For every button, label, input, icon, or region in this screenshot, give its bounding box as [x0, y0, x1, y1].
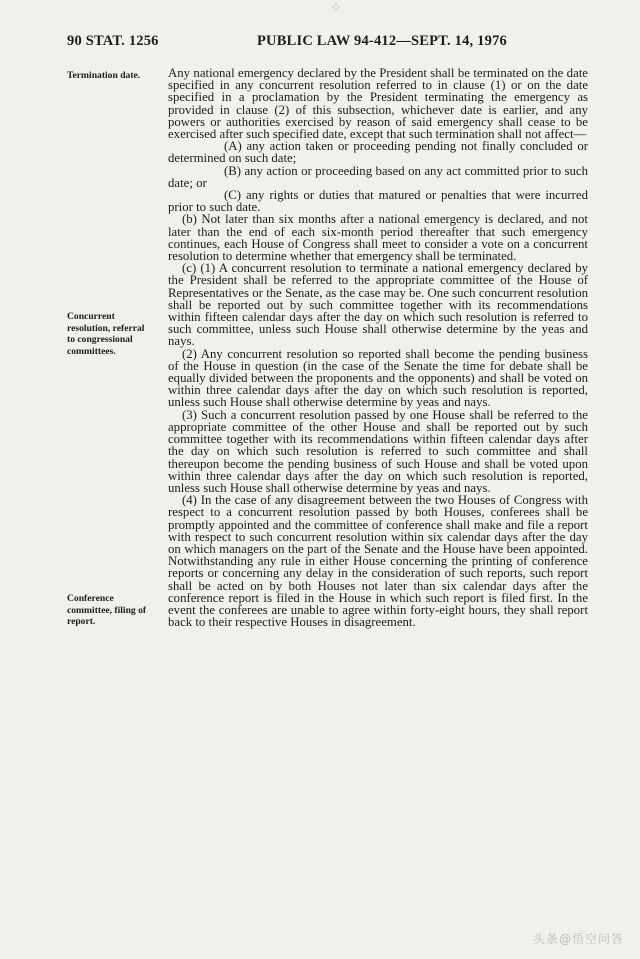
clause-a — [168, 140, 588, 164]
paragraph-c3: (3) Such a concurrent resolution passed by one House shall be referred to the appropriate committee of the other House and shall be reported out by such committee together with its recommendations within fifteen calendar days after the day on which such resolution is referred to such committee and shall thereupon become the pending business of such House and shall be voted upon within three calendar days after the day on which such resolution is reported, unless such House shall otherwise determine by yeas and nays. — [168, 407, 588, 495]
page-smudge: ✧ — [330, 1, 342, 16]
clause-c-text: (C) any rights or duties that matured or penalties that were incurred prior to such date. — [168, 188, 588, 215]
paragraph-termination: Any national emergency declared by the President shall be terminated on the date specified in any concurrent resolution referred to in clause (1) or on the date specified in a proclamation by the President terminating the emergency as provided in clause (2) of this subsection, whichever date is earlier, and any powers or authorities exercised by reason of said emergency shall cease to be exercised after such specified date, except that such termination shall not affect— — [168, 66, 588, 142]
paragraph-c2: (2) Any concurrent resolution so reported shall become the pending business of the House in question (in the case of the Senate the time for debate shall be equally divided between the proponents and the opponents) and shall be voted on within three calendar days after the day on which such resolution is reported, unless such House shall otherwise determine by yeas and nays. — [168, 346, 588, 410]
margin-note-concurrent-resolution: Concurrent resolution, referral to congressional committees. — [67, 311, 145, 357]
public-law-title: PUBLIC LAW 94-412—SEPT. 14, 1976 — [257, 33, 507, 49]
section-body-text — [168, 67, 588, 628]
paragraph-c1: (c) (1) A concurrent resolution to terminate a national emergency declared by the President shall be referred to the appropriate committee of the House of Representatives or the Senate, as the case may be. One such concurrent resolution shall be reported out by such committee together with its recommendations within fifteen calendar days after the day on which such resolution is referred to such committee, unless such House shall otherwise determine by the yeas and nays. — [168, 261, 588, 349]
page-header — [67, 33, 587, 51]
paragraph-c4: (4) In the case of any disagreement between the two Houses of Congress with respect to a concurrent resolution passed by both Houses, conferees shall be promptly appointed and the committee of conference shall make and file a report with respect to such concurrent resolution within six calendar days after the day on which managers on the part of the Senate and the House have been appointed. Notwithstanding any rule in either House concerning the printing of conference reports or concerning any delay in the consideration of such reports, such report shall be acted on by both Houses not later than six calendar days after the conference report is filed in the House in which such report is filed first. In the event the conferees are unable to agree within forty-eight hours, they shall report back to their respective Houses in disagreement. — [168, 493, 588, 630]
paragraph-b: (b) Not later than six months after a national emergency is declared, and not later than the end of each six-month period thereafter that such emergency continues, each House of Congress shall meet to consider a vote on a concurrent resolution to determine whether that emergency shall be terminated. — [168, 212, 588, 264]
clause-b — [168, 165, 588, 189]
watermark: 头条@悟空问答 — [532, 932, 624, 946]
statute-page-number: 90 STAT. 1256 — [67, 33, 159, 49]
margin-note-conference-committee: Conference committee, filing of report. — [67, 593, 147, 628]
margin-note-termination-date: Termination date. — [67, 70, 141, 81]
clause-c — [168, 189, 588, 213]
clause-a-text: (A) any action taken or proceeding pending not finally concluded or determined on such date; — [168, 139, 588, 166]
clause-b-text: (B) any action or proceeding based on any act committed prior to such date; or — [168, 163, 588, 190]
